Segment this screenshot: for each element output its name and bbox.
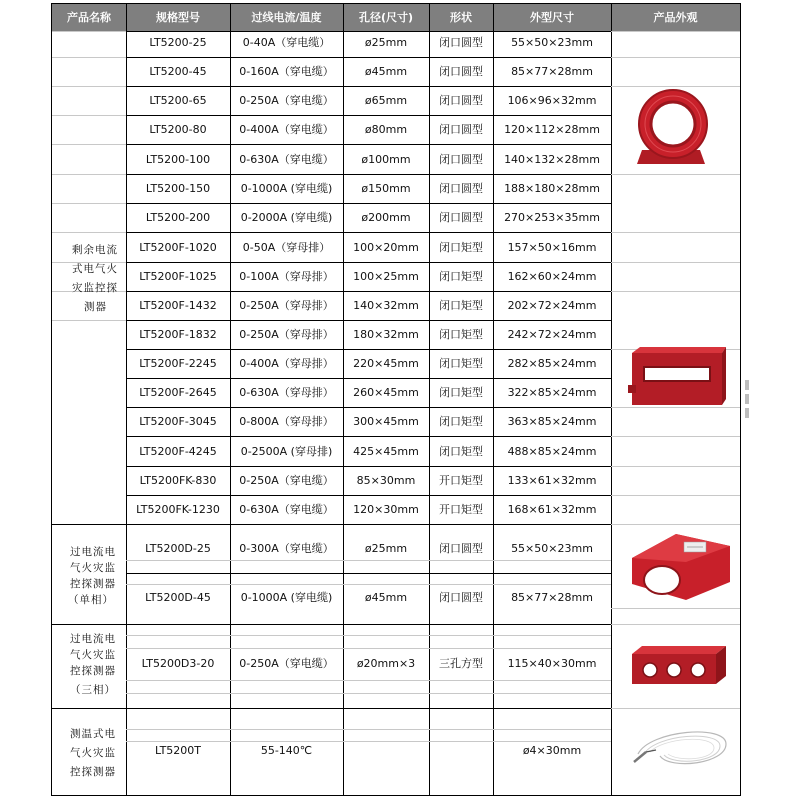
cell-aperture: 180×32mm [353, 328, 419, 341]
cell-dimensions: ø4×30mm [522, 744, 582, 757]
grid-row-line [126, 144, 611, 145]
grid-row-line [126, 680, 611, 681]
header-current-temp: 过线电流/温度 [251, 11, 322, 24]
cell-aperture: 100×25mm [353, 270, 419, 283]
cell-dimensions: 140×132×28mm [504, 153, 600, 166]
cell-aperture: ø20mm×3 [356, 657, 416, 670]
cell-current: 0-800A（穿母排） [239, 415, 334, 428]
cell-shape: 闭口圆型 [439, 182, 483, 195]
cell-shape: 闭口圆型 [439, 94, 483, 107]
cell-model: LT5200FK-1230 [136, 503, 220, 516]
grid-row-line [611, 436, 740, 437]
cell-shape: 闭口圆型 [439, 123, 483, 136]
cell-current: 0-2000A (穿电缆) [240, 211, 333, 224]
grid-row-line [52, 144, 126, 145]
grid-row-line [126, 560, 611, 561]
cell-aperture: ø150mm [361, 182, 411, 195]
category-line: 控探测器 [70, 578, 116, 590]
cell-current: 0-40A（穿电缆） [242, 36, 331, 49]
cell-dimensions: 157×50×16mm [507, 241, 597, 254]
cell-shape: 闭口矩型 [439, 445, 483, 458]
cell-shape: 闭口矩型 [439, 357, 483, 370]
grid-row-line [52, 232, 126, 233]
cell-current: 0-250A（穿电缆） [239, 657, 334, 670]
header-shape: 形状 [450, 11, 472, 24]
grid-row-line [611, 232, 740, 233]
cell-current: 0-50A（穿母排） [242, 241, 331, 254]
grid-row-line [126, 693, 611, 694]
cell-shape: 闭口矩型 [439, 328, 483, 341]
cell-current: 55-140℃ [260, 744, 313, 757]
category-line: 控探测器 [70, 766, 116, 778]
cell-shape: 闭口圆型 [439, 542, 483, 555]
cell-aperture: ø25mm [364, 542, 408, 555]
grid-row-line [611, 57, 740, 58]
cell-model: LT5200-150 [145, 182, 211, 195]
cell-dimensions: 322×85×24mm [507, 386, 597, 399]
category-line: （三相） [70, 684, 116, 696]
cell-dimensions: 85×77×28mm [511, 65, 593, 78]
grid-row-line [52, 320, 126, 321]
cell-model: LT5200-25 [149, 36, 207, 49]
category-line: 气火灾监 [70, 562, 116, 574]
grid-row-line [126, 407, 611, 408]
cell-aperture: ø200mm [361, 211, 411, 224]
cell-shape: 闭口矩型 [439, 386, 483, 399]
grid-row-line [126, 729, 611, 730]
cell-model: LT5200F-1832 [139, 328, 217, 341]
cell-model: LT5200F-3045 [139, 415, 217, 428]
cell-shape: 闭口圆型 [439, 65, 483, 78]
cell-dimensions: 202×72×24mm [507, 299, 597, 312]
grid-row-line [126, 232, 611, 233]
cell-aperture: 300×45mm [353, 415, 419, 428]
grid-row-line [126, 495, 611, 496]
cell-shape: 闭口矩型 [439, 241, 483, 254]
three-hole-transformer-image [630, 644, 726, 686]
cell-current: 0-630A（穿电缆） [239, 503, 334, 516]
cell-aperture: ø45mm [364, 591, 408, 604]
grid-row-line [52, 86, 126, 87]
grid-row-line [52, 174, 126, 175]
cell-current: 0-300A（穿电缆） [239, 542, 334, 555]
grid-row-line [611, 624, 740, 625]
category-line: 过电流电 [70, 546, 116, 558]
cell-shape: 闭口圆型 [439, 211, 483, 224]
cell-model: LT5200F-2245 [139, 357, 217, 370]
grid-row-line [611, 31, 740, 32]
category-line: 测温式电 [70, 728, 116, 740]
cell-model: LT5200D-45 [145, 591, 211, 604]
cell-dimensions: 55×50×23mm [511, 542, 593, 555]
grid-row-line [52, 31, 126, 32]
cell-current: 0-400A（穿电缆） [239, 123, 334, 136]
cell-dimensions: 55×50×23mm [511, 36, 593, 49]
cell-aperture: ø65mm [364, 94, 408, 107]
grid-row-line [126, 466, 611, 467]
cell-aperture: 120×30mm [353, 503, 419, 516]
grid-row-line [126, 57, 611, 58]
rectangular-busbar-transformer-image [628, 345, 726, 409]
round-ring-transformer-image [632, 86, 714, 168]
grid-row-line [126, 378, 611, 379]
header-aperture: 孔径(尺寸) [358, 11, 414, 24]
cell-shape: 闭口圆型 [439, 591, 483, 604]
grid-row-line [126, 86, 611, 87]
grid-row-line [611, 466, 740, 467]
cell-aperture: ø25mm [364, 36, 408, 49]
grid-row-line [126, 291, 611, 292]
cell-model: LT5200FK-830 [139, 474, 217, 487]
cell-shape: 闭口矩型 [439, 299, 483, 312]
grid-row-line [126, 436, 611, 437]
cell-shape: 闭口圆型 [439, 36, 483, 49]
grid-row-line [126, 174, 611, 175]
grid-row-line [126, 262, 611, 263]
cell-current: 0-630A（穿电缆） [239, 153, 334, 166]
cell-dimensions: 168×61×32mm [507, 503, 597, 516]
cell-dimensions: 188×180×28mm [504, 182, 600, 195]
cell-dimensions: 162×60×24mm [507, 270, 597, 283]
grid-row-line [126, 573, 611, 574]
grid-row-line [611, 708, 740, 709]
grid-row-line [611, 608, 740, 609]
grid-row-line [52, 203, 126, 204]
category-line: （单相） [68, 594, 114, 606]
cell-current: 0-250A（穿母排） [239, 299, 334, 312]
cell-shape: 开口矩型 [439, 474, 483, 487]
scroll-marks [745, 380, 751, 420]
cell-shape: 闭口圆型 [439, 153, 483, 166]
cell-dimensions: 115×40×30mm [507, 657, 597, 670]
cell-model: LT5200F-1020 [139, 241, 217, 254]
cell-aperture: 140×32mm [353, 299, 419, 312]
cell-model: LT5200-45 [149, 65, 207, 78]
cell-current: 0-250A（穿母排） [239, 328, 334, 341]
category-line: 剩余电流 [72, 244, 118, 256]
category-line: 气火灾监 [70, 649, 116, 661]
cell-dimensions: 282×85×24mm [507, 357, 597, 370]
cell-shape: 闭口矩型 [439, 415, 483, 428]
grid-column-line [611, 4, 612, 795]
grid-row-line [52, 57, 126, 58]
split-core-transformer-image [626, 528, 736, 602]
grid-row-line [611, 291, 740, 292]
cell-aperture: 220×45mm [353, 357, 419, 370]
cell-dimensions: 270×253×35mm [504, 211, 600, 224]
cell-model: LT5200F-2645 [139, 386, 217, 399]
cell-shape: 三孔方型 [439, 657, 483, 670]
header-dimensions: 外型尺寸 [530, 11, 574, 24]
cell-dimensions: 120×112×28mm [504, 123, 600, 136]
cell-model: LT5200-100 [145, 153, 211, 166]
cell-model: LT5200F-1432 [139, 299, 217, 312]
grid-row-line [126, 115, 611, 116]
cell-current: 0-250A（穿电缆） [239, 94, 334, 107]
cell-shape: 开口矩型 [439, 503, 483, 516]
grid-row-line [126, 648, 611, 649]
category-line: 灾监控探 [72, 282, 118, 294]
cell-current: 0-160A（穿电缆） [239, 65, 334, 78]
cell-model: LT5200-80 [149, 123, 207, 136]
cell-aperture: ø80mm [364, 123, 408, 136]
cell-current: 0-630A（穿母排） [239, 386, 334, 399]
cell-dimensions: 242×72×24mm [507, 328, 597, 341]
cell-model: LT5200D3-20 [141, 657, 215, 670]
cell-aperture: 100×20mm [353, 241, 419, 254]
grid-row-line [611, 495, 740, 496]
grid-row-line [126, 320, 611, 321]
cell-dimensions: 133×61×32mm [507, 474, 597, 487]
grid-row-line [126, 584, 611, 585]
cell-model: LT5200F-4245 [139, 445, 217, 458]
header-model: 规格型号 [156, 11, 200, 24]
grid-row-line [126, 635, 611, 636]
category-line: 气火灾监 [70, 747, 116, 759]
cell-aperture: ø45mm [364, 65, 408, 78]
grid-row-line [611, 174, 740, 175]
temperature-probe-image [630, 722, 734, 780]
grid-row-line [611, 524, 740, 525]
cell-current: 0-1000A (穿电缆) [240, 182, 333, 195]
category-line: 控探测器 [70, 665, 116, 677]
cell-model: LT5200F-1025 [139, 270, 217, 283]
cell-dimensions: 85×77×28mm [511, 591, 593, 604]
category-line: 式电气火 [72, 263, 118, 275]
cell-current: 0-100A（穿母排） [239, 270, 334, 283]
cell-dimensions: 363×85×24mm [507, 415, 597, 428]
cell-aperture: 425×45mm [353, 445, 419, 458]
grid-row-line [611, 262, 740, 263]
spec-table [51, 3, 741, 796]
cell-model: LT5200T [154, 744, 202, 757]
cell-shape: 闭口矩型 [439, 270, 483, 283]
cell-dimensions: 106×96×32mm [507, 94, 597, 107]
cell-current: 0-1000A (穿电缆) [240, 591, 333, 604]
cell-current: 0-250A（穿电缆） [239, 474, 334, 487]
grid-row-line [126, 203, 611, 204]
grid-row-line [126, 31, 611, 32]
grid-row-line [126, 741, 611, 742]
cell-aperture: 260×45mm [353, 386, 419, 399]
cell-aperture: ø100mm [361, 153, 411, 166]
cell-model: LT5200-65 [149, 94, 207, 107]
cell-dimensions: 488×85×24mm [507, 445, 597, 458]
cell-current: 0-400A（穿母排） [239, 357, 334, 370]
header-product-name: 产品名称 [67, 11, 111, 24]
header-appearance: 产品外观 [653, 11, 698, 24]
cell-model: LT5200D-25 [145, 542, 211, 555]
category-line: 过电流电 [70, 633, 116, 645]
cell-aperture: 85×30mm [356, 474, 416, 487]
grid-row-line [52, 115, 126, 116]
grid-row-line [126, 349, 611, 350]
category-line: 测器 [84, 301, 107, 313]
cell-model: LT5200-200 [145, 211, 211, 224]
cell-current: 0-2500A (穿母排) [240, 445, 333, 458]
